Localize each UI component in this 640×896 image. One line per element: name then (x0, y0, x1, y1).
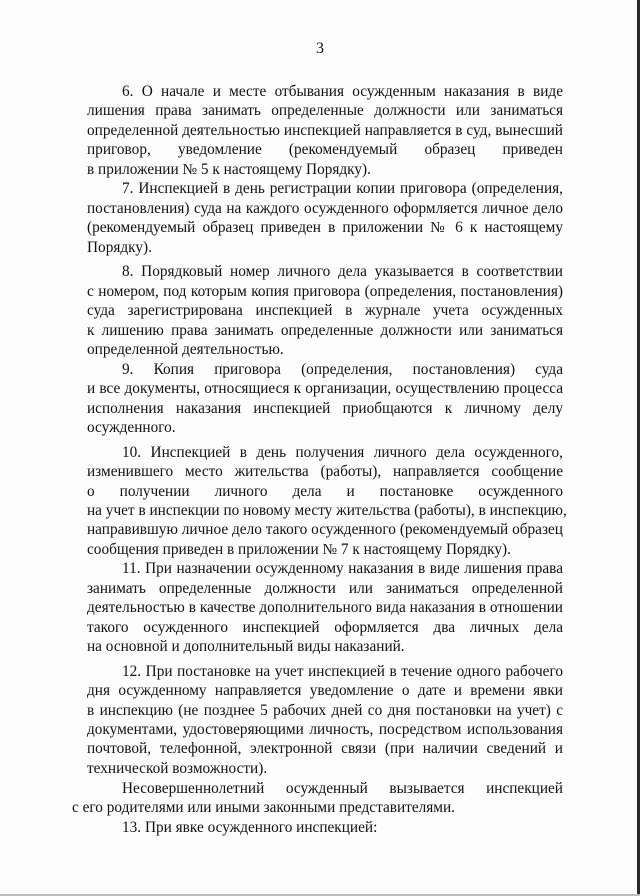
page-number: 3 (316, 40, 324, 57)
paragraph-12-minors (72, 779, 563, 818)
text-line: документами, удостоверяющими личность, посредством использования (87, 721, 563, 739)
text-line: 13. При явке осужденного инспекцией: (122, 818, 378, 836)
text-line: дня осужденному направляется уведомление о дате и времени явки (87, 682, 563, 700)
text-line: направившую личное дело такого осужденного (рекомендуемый образец (87, 521, 563, 539)
text-line: о получении личного дела и постановке осужденного (87, 482, 563, 500)
text-line: сообщения приведен в приложении № 7 к настоящему Порядку). (87, 540, 511, 558)
text-line: исполнения наказания инспекцией приобщаются к личному делу (87, 399, 563, 417)
document-body (72, 82, 567, 838)
text-line: технической возможности). (87, 759, 268, 777)
text-line: лишения права занимать определенные должности или заниматься (87, 102, 563, 120)
paragraph-6 (87, 82, 563, 179)
text-line: в инспекцию (не позднее 5 рабочих дней со дня постановки на учет) с (87, 701, 563, 719)
text-line: приговор, уведомление (рекомендуемый образец приведен (87, 141, 563, 159)
text-line: 9. Копия приговора (определения, постановления) суда (122, 360, 563, 378)
text-line: такого осужденного инспекцией оформляется два личных дела (87, 618, 563, 636)
paragraph-12 (87, 662, 563, 778)
text-line: занимать определенные должности или заниматься определенной (87, 579, 563, 597)
text-line: деятельностью в качестве дополнительного вида наказания в отношении (87, 599, 563, 617)
text-line: 10. Инспекцией в день получения личного дела осужденного, (122, 443, 563, 461)
text-line: постановления) суда на каждого осужденного оформляется личное дело (87, 199, 563, 217)
text-line: 8. Порядковый номер личного дела указывается в соответствии (122, 263, 563, 281)
paragraph-11 (87, 559, 563, 656)
text-line: и все документы, относящиеся к организации, осуществлению процесса (87, 380, 563, 398)
text-line: на учет в инспекции по новому месту жительства (работы), в инспекцию, (87, 501, 567, 519)
text-line: 12. При постановке на учет инспекцией в течение одного рабочего (122, 662, 563, 680)
text-line: изменившего место жительства (работы), направляется сообщение (87, 463, 563, 481)
text-line: 11. При назначении осужденному наказания в виде лишения права (122, 560, 563, 578)
text-line: Порядку). (87, 238, 152, 256)
text-line: в приложении № 5 к настоящему Порядку). (87, 160, 371, 178)
text-line: определенной деятельностью инспекцией направляется в суд, вынесший (87, 121, 563, 139)
text-line: с его родителями или иными законными представителями. (72, 799, 455, 817)
text-line: осужденного. (87, 418, 176, 436)
text-line: Несовершеннолетний осужденный вызывается инспекцией (122, 779, 563, 797)
paragraph-7 (87, 179, 563, 257)
text-line: почтовой, телефонной, электронной связи (при наличии сведений и (87, 740, 563, 758)
paragraph-9 (87, 360, 563, 438)
text-line: (рекомендуемый образец приведен в приложении № 6 к настоящему (87, 219, 563, 237)
text-line: суда зарегистрирована инспекцией в журнале учета осужденных (87, 302, 563, 320)
text-line: определенной деятельностью. (87, 340, 284, 358)
text-line: на основной и дополнительный виды наказаний. (87, 638, 405, 656)
text-line: 6. О начале и месте отбывания осужденным наказания в виде (122, 83, 563, 100)
text-line: к лишению права занимать определенные должности или заниматься (87, 321, 563, 339)
text-line: с номером, под которым копия приговора (определения, постановления) (87, 282, 563, 300)
paragraph-10 (87, 443, 567, 559)
paragraph-13 (87, 818, 563, 837)
text-line: 7. Инспекцией в день регистрации копии приговора (определения, (122, 180, 563, 198)
paragraph-8 (87, 262, 563, 359)
